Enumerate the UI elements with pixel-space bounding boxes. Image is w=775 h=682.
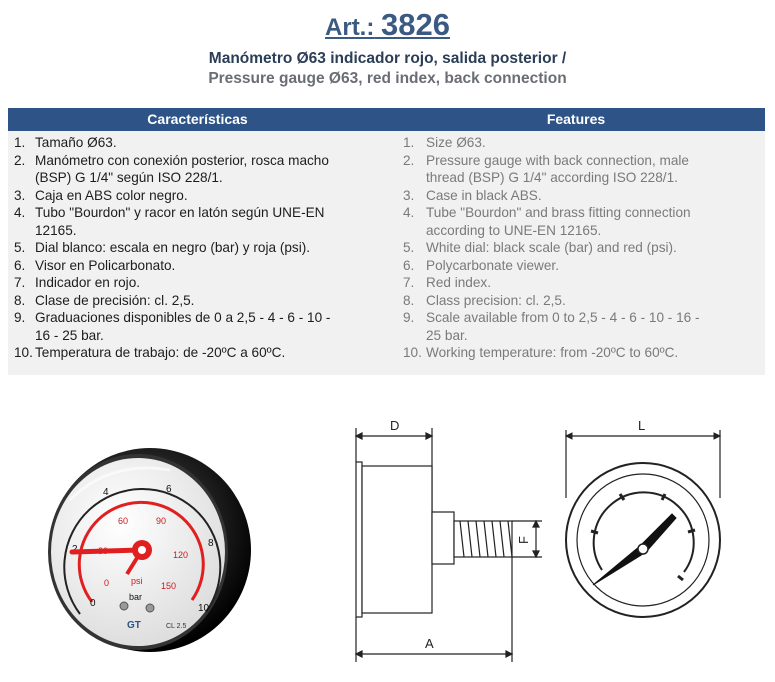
list-item [8, 204, 384, 239]
item-text [426, 134, 486, 152]
dimension-A-label: A [425, 636, 434, 651]
psi-tick-label: 150 [161, 581, 177, 591]
item-number: 4. [14, 205, 26, 220]
header-features: Features [546, 111, 606, 127]
item-text-line: Scale available from 0 to 2,5 - 4 - 6 - 10 - 16 - [426, 310, 700, 325]
item-text-line: Case in black ABS. [426, 187, 542, 203]
item-text [426, 152, 689, 187]
item-text-line: Manómetro con conexión posterior, rosca macho [35, 152, 329, 168]
dimension-F-label: F [516, 536, 531, 544]
dial-screw [120, 602, 128, 610]
list-item [8, 134, 384, 152]
features-list-spanish [8, 134, 384, 362]
item-text [35, 292, 194, 310]
dimension-L-label: L [638, 418, 646, 433]
list-item [8, 187, 384, 205]
features-list-english [399, 134, 759, 362]
list-item [8, 344, 384, 362]
item-number: 4. [403, 205, 415, 220]
bar-tick-label: 4 [103, 487, 109, 498]
item-text-line: Clase de precisión: cl. 2,5. [35, 292, 195, 308]
side-view-drawing [356, 428, 542, 662]
front-view-drawing [566, 430, 720, 617]
item-text-line: Size Ø63. [426, 135, 486, 150]
item-text-line: Visor en Policarbonato. [35, 257, 176, 273]
article-code: 3826 [381, 7, 450, 42]
item-text [426, 239, 677, 257]
item-number: 8. [14, 292, 26, 308]
article-prefix: Art.: [325, 14, 375, 41]
dimension-D-label: D [390, 418, 400, 433]
list-item [399, 204, 759, 239]
item-number: 2. [14, 152, 26, 168]
drawings-svg [0, 400, 775, 677]
title-spanish: Manómetro Ø63 indicador rojo, salida posterior / [208, 50, 567, 67]
gauge-photo [48, 448, 251, 652]
list-item [399, 134, 759, 152]
item-number: 10. [403, 345, 422, 360]
item-number: 5. [14, 240, 26, 255]
item-text-line: White dial: black scale (bar) and red (psi). [426, 240, 677, 255]
psi-tick-label: 60 [118, 516, 129, 526]
item-number: 6. [14, 257, 26, 273]
bar-unit-label: bar [129, 592, 143, 602]
table-header [8, 108, 765, 131]
title-english: Pressure gauge Ø63, red index, back connection [208, 70, 567, 87]
bar-tick-label: 6 [166, 484, 172, 495]
item-number: 5. [403, 240, 415, 255]
header-caracteristicas: Características [147, 111, 248, 127]
item-text [426, 257, 559, 275]
psi-tick-label: 0 [104, 578, 110, 588]
scale-tick [591, 531, 598, 533]
list-item [8, 152, 384, 187]
item-text [426, 274, 491, 292]
item-text-line: thread (BSP) G 1/4" according ISO 228/1. [426, 170, 678, 185]
item-text-line: Pressure gauge with back connection, male [426, 152, 689, 168]
item-text-line: Tube "Bourdon" and brass fitting connection [426, 205, 691, 220]
item-number: 3. [403, 187, 415, 203]
item-text [35, 257, 175, 275]
red-pointer [72, 550, 142, 552]
item-text-line: 12165. [35, 222, 77, 238]
item-text-line: according to UNE-EN 12165. [426, 222, 602, 238]
item-number: 8. [403, 292, 415, 308]
item-text [35, 274, 140, 292]
psi-unit-label: psi [131, 576, 143, 586]
item-text [426, 309, 700, 344]
article-number [0, 6, 775, 47]
item-number: 1. [403, 135, 415, 150]
item-text-line: 25 bar. [426, 327, 468, 343]
item-text-line: (BSP) G 1/4" según ISO 228/1. [35, 170, 223, 185]
item-text [426, 187, 542, 205]
list-item [399, 309, 759, 344]
scale-tick [688, 530, 695, 532]
item-number: 10. [14, 345, 33, 360]
list-item [8, 239, 384, 257]
item-text [35, 239, 310, 257]
list-item [399, 239, 759, 257]
list-item [8, 292, 384, 310]
gauge-body-side [362, 466, 432, 613]
bezel-rim [356, 462, 362, 617]
item-text [35, 134, 117, 152]
bar-tick-label: 0 [90, 598, 96, 609]
item-text-line: Graduaciones disponibles de 0 a 2,5 - 4 - 6 - 10 - [35, 310, 331, 325]
list-item [399, 257, 759, 275]
item-number: 7. [14, 275, 26, 290]
item-text [426, 292, 566, 310]
item-number: 6. [403, 257, 415, 273]
item-text [35, 344, 285, 362]
list-item [8, 274, 384, 292]
bar-tick-label: 10 [198, 603, 210, 614]
brand-logo: GT [127, 620, 141, 631]
list-item [399, 344, 759, 362]
item-text-line: Working temperature: from -20ºC to 60ºC. [426, 345, 679, 360]
front-pointer-hub [638, 544, 648, 554]
item-text-line: Red index. [426, 275, 491, 290]
item-text-line: Tubo "Bourdon" y racor en latón según UNE-EN [35, 205, 325, 220]
item-text [426, 344, 678, 362]
item-text-line: Indicador en rojo. [35, 275, 141, 290]
item-text-line: Dial blanco: escala en negro (bar) y roja (psi). [35, 240, 311, 255]
list-item [399, 187, 759, 205]
fitting-hex [432, 512, 454, 564]
item-text [35, 309, 330, 344]
list-item [8, 257, 384, 275]
item-text-line: Temperatura de trabajo: de -20ºC a 60ºC. [35, 345, 286, 360]
front-outer-ring [566, 463, 720, 617]
item-text-line: 16 - 25 bar. [35, 327, 104, 343]
bar-tick-label: 8 [208, 538, 214, 549]
item-text [35, 204, 324, 239]
psi-tick-label: 120 [173, 550, 189, 560]
dial-screw [146, 604, 154, 612]
item-text-line: Caja en ABS color negro. [35, 187, 188, 203]
item-text-line: Polycarbonate viewer. [426, 257, 559, 273]
item-number: 9. [14, 310, 26, 325]
drawings-area [0, 400, 775, 677]
features-table [8, 108, 765, 375]
item-number: 9. [403, 310, 415, 325]
pointer-hub-center [138, 546, 146, 554]
item-number: 2. [403, 152, 415, 168]
list-item [399, 152, 759, 187]
item-number: 7. [403, 275, 415, 290]
list-item [399, 292, 759, 310]
header [0, 6, 775, 89]
class-label: CL 2.5 [166, 623, 187, 630]
item-text [35, 152, 329, 187]
item-text [35, 187, 188, 205]
item-number: 3. [14, 187, 26, 203]
item-text [426, 204, 691, 239]
item-number: 1. [14, 135, 26, 150]
list-item [8, 309, 384, 344]
item-text-line: Tamaño Ø63. [35, 135, 117, 150]
psi-tick-label: 90 [156, 516, 167, 526]
list-item [399, 274, 759, 292]
item-text-line: Class precision: cl. 2,5. [426, 292, 566, 308]
